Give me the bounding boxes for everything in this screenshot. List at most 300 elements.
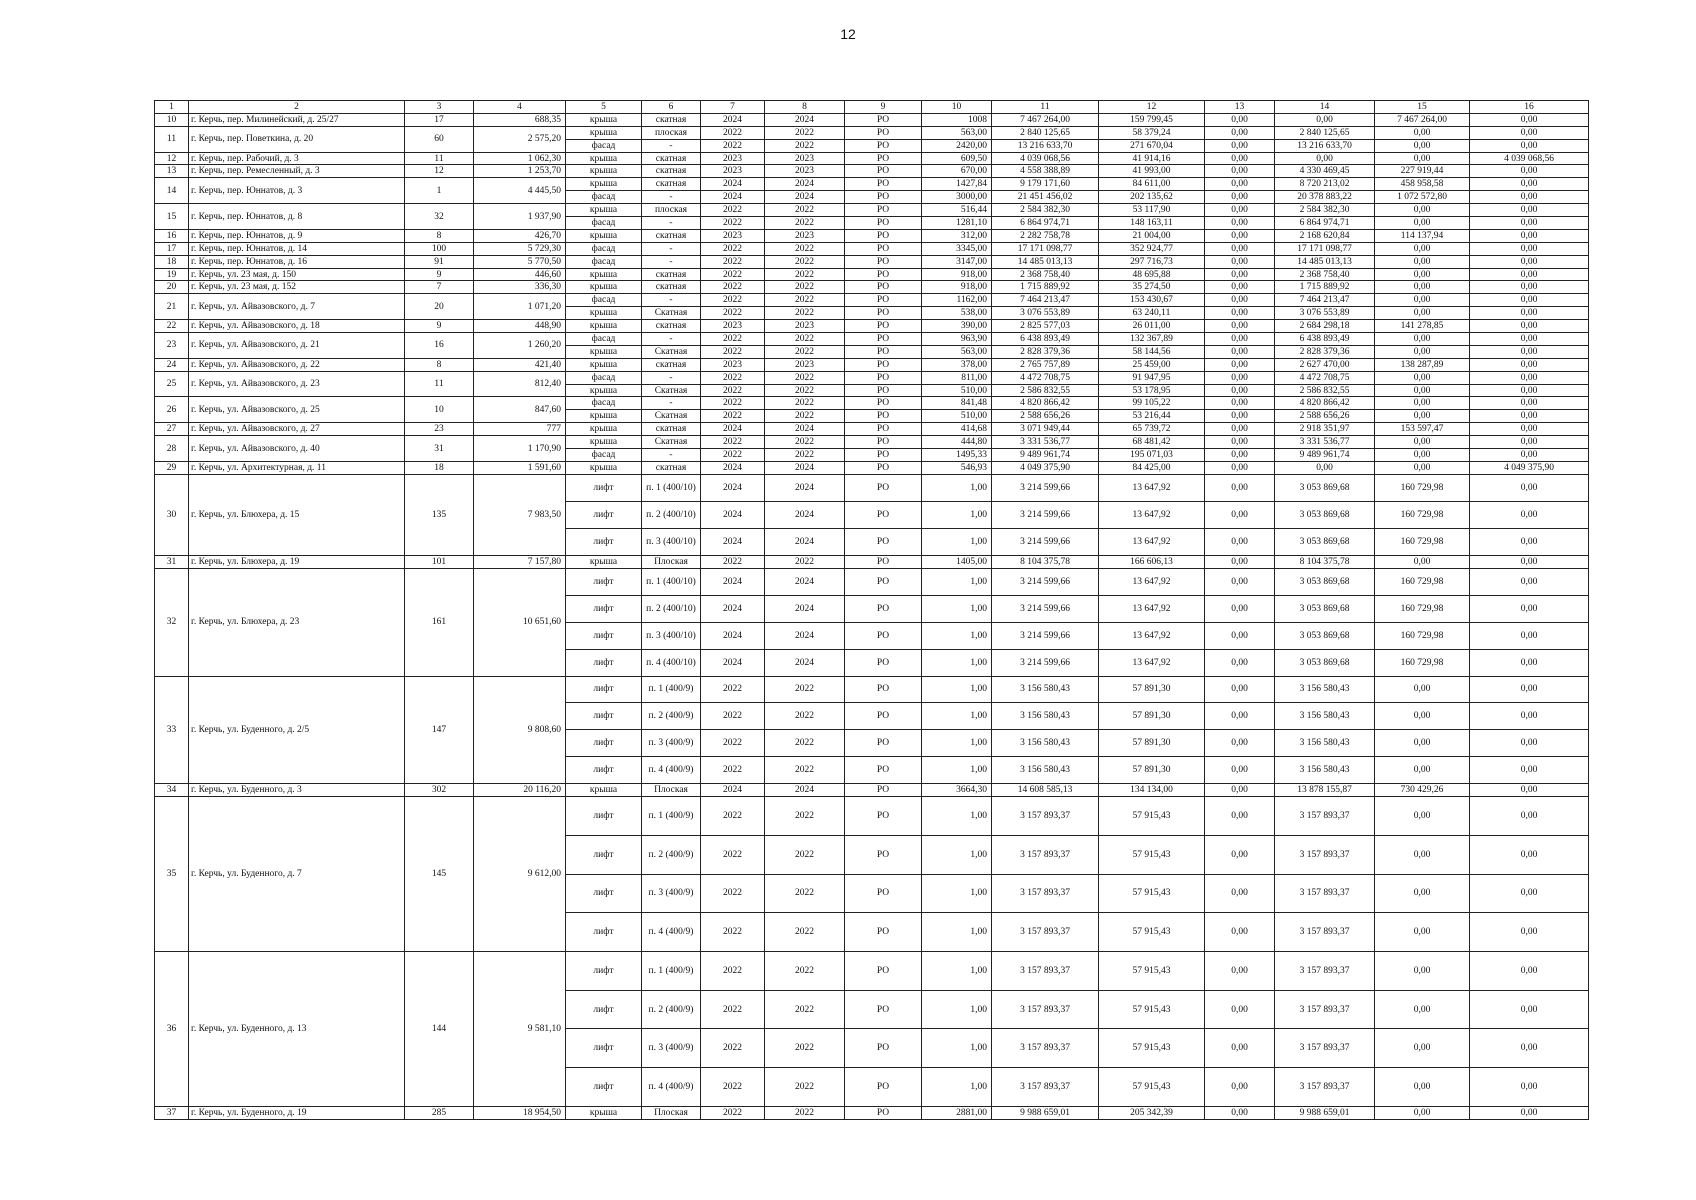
type-cell: п. 4 (400/9) [642,757,701,784]
element-cell: лифт [566,730,642,757]
col16-cell: 0,00 [1470,1068,1589,1107]
year-start-cell: 2022 [701,1029,765,1068]
total-cost-cell: 3 157 893,37 [992,797,1099,836]
volume-cell: 390,00 [922,320,992,333]
element-cell: крыша [566,281,642,294]
address-cell: г. Керчь, ул. Айвазовского, д. 25 [189,397,405,423]
col16-cell: 0,00 [1470,730,1589,757]
fund-cell: РО [845,320,922,333]
area-cell: 421,40 [474,358,566,371]
total-cost-cell: 8 104 375,78 [992,555,1099,568]
year-end-cell: 2022 [765,126,845,139]
row-number: 32 [155,568,189,676]
volume-cell: 670,00 [922,165,992,178]
type-cell: п. 2 (400/9) [642,835,701,874]
year-start-cell: 2022 [701,410,765,423]
element-cell: фасад [566,255,642,268]
volume-cell: 811,00 [922,371,992,384]
type-cell: п. 2 (400/9) [642,990,701,1029]
type-cell: п. 4 (400/9) [642,1068,701,1107]
col14-cell: 3 053 869,68 [1275,595,1375,622]
year-end-cell: 2022 [765,676,845,703]
year-end-cell: 2024 [765,423,845,436]
address-cell: г. Керчь, ул. Буденного, д. 3 [189,784,405,797]
volume-cell: 1,00 [922,568,992,595]
year-start-cell: 2022 [701,281,765,294]
col16-cell: 0,00 [1470,703,1589,730]
table-row [155,255,1589,268]
col15-cell: 0,00 [1375,255,1470,268]
col13-cell: 0,00 [1205,568,1275,595]
type-cell: Плоская [642,784,701,797]
col12-cell: 63 240,11 [1099,307,1205,320]
col13-cell: 0,00 [1205,449,1275,462]
fund-cell: РО [845,410,922,423]
table-row [155,152,1589,165]
area-cell: 448,90 [474,320,566,333]
total-cost-cell: 3 157 893,37 [992,1029,1099,1068]
col12-cell: 57 915,43 [1099,835,1205,874]
col13-cell: 0,00 [1205,1029,1275,1068]
table-row [155,371,1589,384]
col12-cell: 202 135,62 [1099,191,1205,204]
total-cost-cell: 4 558 388,89 [992,165,1099,178]
total-cost-cell: 3 214 599,66 [992,501,1099,528]
fund-cell: РО [845,1106,922,1119]
total-cost-cell: 13 216 633,70 [992,139,1099,152]
col15-cell: 227 919,44 [1375,165,1470,178]
apartments-cell: 20 [405,294,474,320]
year-start-cell: 2022 [701,255,765,268]
year-start-cell: 2024 [701,784,765,797]
col15-cell: 0,00 [1375,126,1470,139]
volume-cell: 1427,84 [922,178,992,191]
table-row [155,204,1589,217]
col15-cell: 0,00 [1375,835,1470,874]
col16-cell: 4 049 375,90 [1470,461,1589,474]
col12-cell: 41 914,16 [1099,152,1205,165]
col16-cell: 0,00 [1470,294,1589,307]
area-cell: 1 062,30 [474,152,566,165]
table-row [155,242,1589,255]
volume-cell: 1,00 [922,703,992,730]
col12-cell: 65 739,72 [1099,423,1205,436]
address-cell: г. Керчь, ул. Айвазовского, д. 7 [189,294,405,320]
type-cell: п. 3 (400/9) [642,1029,701,1068]
col16-cell: 0,00 [1470,268,1589,281]
volume-cell: 1,00 [922,622,992,649]
total-cost-cell: 2 282 758,78 [992,229,1099,242]
col16-cell: 0,00 [1470,1106,1589,1119]
total-cost-cell: 3 214 599,66 [992,595,1099,622]
year-end-cell: 2024 [765,461,845,474]
row-number: 34 [155,784,189,797]
total-cost-cell: 3 157 893,37 [992,874,1099,913]
element-cell: лифт [566,874,642,913]
col15-cell: 114 137,94 [1375,229,1470,242]
year-end-cell: 2022 [765,1068,845,1107]
col16-cell: 0,00 [1470,165,1589,178]
year-end-cell: 2022 [765,555,845,568]
col13-cell: 0,00 [1205,152,1275,165]
type-cell: п. 1 (400/9) [642,676,701,703]
col12-cell: 57 915,43 [1099,952,1205,991]
col16-cell: 0,00 [1470,242,1589,255]
year-start-cell: 2022 [701,874,765,913]
row-number: 28 [155,436,189,462]
year-start-cell: 2022 [701,676,765,703]
column-header: 5 [566,101,642,114]
year-end-cell: 2024 [765,191,845,204]
element-cell: лифт [566,1029,642,1068]
col16-cell: 0,00 [1470,397,1589,410]
address-cell: г. Керчь, ул. Айвазовского, д. 23 [189,371,405,397]
col14-cell: 2 586 832,55 [1275,384,1375,397]
year-end-cell: 2022 [765,703,845,730]
address-cell: г. Керчь, ул. Айвазовского, д. 18 [189,320,405,333]
total-cost-cell: 3 156 580,43 [992,703,1099,730]
volume-cell: 609,50 [922,152,992,165]
type-cell: п. 1 (400/10) [642,568,701,595]
column-header: 9 [845,101,922,114]
type-cell: Скатная [642,384,701,397]
element-cell: крыша [566,307,642,320]
year-end-cell: 2024 [765,178,845,191]
table-row [155,1106,1589,1119]
col14-cell: 2 684 298,18 [1275,320,1375,333]
col12-cell: 57 891,30 [1099,757,1205,784]
year-end-cell: 2024 [765,568,845,595]
col13-cell: 0,00 [1205,294,1275,307]
col13-cell: 0,00 [1205,649,1275,676]
year-end-cell: 2022 [765,204,845,217]
type-cell: - [642,139,701,152]
year-start-cell: 2022 [701,307,765,320]
col16-cell: 0,00 [1470,436,1589,449]
apartments-cell: 135 [405,474,474,555]
element-cell: лифт [566,913,642,952]
element-cell: лифт [566,757,642,784]
col13-cell: 0,00 [1205,113,1275,126]
year-start-cell: 2022 [701,797,765,836]
type-cell: п. 2 (400/10) [642,595,701,622]
fund-cell: РО [845,358,922,371]
col14-cell: 3 156 580,43 [1275,757,1375,784]
fund-cell: РО [845,191,922,204]
area-cell: 1 071,20 [474,294,566,320]
col14-cell: 17 171 098,77 [1275,242,1375,255]
element-cell: лифт [566,595,642,622]
element-cell: крыша [566,126,642,139]
col15-cell: 0,00 [1375,204,1470,217]
col15-cell: 0,00 [1375,703,1470,730]
element-cell: крыша [566,436,642,449]
type-cell: п. 1 (400/9) [642,952,701,991]
col15-cell: 7 467 264,00 [1375,113,1470,126]
year-start-cell: 2022 [701,703,765,730]
year-start-cell: 2022 [701,345,765,358]
col13-cell: 0,00 [1205,217,1275,230]
volume-cell: 516,44 [922,204,992,217]
area-cell: 7 157,80 [474,555,566,568]
col15-cell: 0,00 [1375,449,1470,462]
total-cost-cell: 7 464 213,47 [992,294,1099,307]
element-cell: фасад [566,139,642,152]
element-cell: крыша [566,229,642,242]
total-cost-cell: 3 214 599,66 [992,528,1099,555]
fund-cell: РО [845,152,922,165]
capital-repair-table [154,100,1589,1120]
col12-cell: 159 799,45 [1099,113,1205,126]
fund-cell: РО [845,371,922,384]
col12-cell: 148 163,11 [1099,217,1205,230]
col14-cell: 2 828 379,36 [1275,345,1375,358]
table-row [155,397,1589,410]
element-cell: фасад [566,191,642,204]
fund-cell: РО [845,423,922,436]
col14-cell: 7 464 213,47 [1275,294,1375,307]
fund-cell: РО [845,229,922,242]
col15-cell: 0,00 [1375,797,1470,836]
year-start-cell: 2024 [701,474,765,501]
year-start-cell: 2022 [701,952,765,991]
year-start-cell: 2022 [701,126,765,139]
volume-cell: 1,00 [922,528,992,555]
col13-cell: 0,00 [1205,622,1275,649]
col13-cell: 0,00 [1205,703,1275,730]
row-number: 29 [155,461,189,474]
col13-cell: 0,00 [1205,501,1275,528]
total-cost-cell: 3 214 599,66 [992,622,1099,649]
row-number: 31 [155,555,189,568]
year-end-cell: 2024 [765,528,845,555]
col16-cell: 0,00 [1470,204,1589,217]
column-header: 7 [701,101,765,114]
table-row [155,676,1589,703]
total-cost-cell: 4 039 068,56 [992,152,1099,165]
table-row [155,358,1589,371]
element-cell: фасад [566,294,642,307]
element-cell: лифт [566,501,642,528]
year-start-cell: 2022 [701,204,765,217]
fund-cell: РО [845,595,922,622]
col12-cell: 57 891,30 [1099,676,1205,703]
col15-cell: 160 729,98 [1375,501,1470,528]
year-end-cell: 2022 [765,242,845,255]
table-row [155,126,1589,139]
col14-cell: 3 156 580,43 [1275,676,1375,703]
year-start-cell: 2022 [701,371,765,384]
year-start-cell: 2022 [701,449,765,462]
total-cost-cell: 3 157 893,37 [992,952,1099,991]
col16-cell: 0,00 [1470,320,1589,333]
col13-cell: 0,00 [1205,410,1275,423]
volume-cell: 3345,00 [922,242,992,255]
area-cell: 2 575,20 [474,126,566,152]
col12-cell: 68 481,42 [1099,436,1205,449]
col15-cell: 1 072 572,80 [1375,191,1470,204]
year-start-cell: 2022 [701,333,765,346]
column-header: 10 [922,101,992,114]
year-start-cell: 2024 [701,649,765,676]
col12-cell: 13 647,92 [1099,528,1205,555]
year-start-cell: 2022 [701,555,765,568]
apartments-cell: 10 [405,397,474,423]
year-end-cell: 2022 [765,757,845,784]
col15-cell: 0,00 [1375,913,1470,952]
total-cost-cell: 21 451 456,02 [992,191,1099,204]
column-header: 8 [765,101,845,114]
volume-cell: 1,00 [922,913,992,952]
volume-cell: 444,80 [922,436,992,449]
volume-cell: 510,00 [922,410,992,423]
year-end-cell: 2023 [765,165,845,178]
volume-cell: 963,90 [922,333,992,346]
address-cell: г. Керчь, ул. 23 мая, д. 150 [189,268,405,281]
total-cost-cell: 2 825 577,03 [992,320,1099,333]
area-cell: 9 581,10 [474,952,566,1107]
row-number: 21 [155,294,189,320]
col14-cell: 4 472 708,75 [1275,371,1375,384]
col13-cell: 0,00 [1205,307,1275,320]
element-cell: лифт [566,797,642,836]
col15-cell: 0,00 [1375,139,1470,152]
col15-cell: 160 729,98 [1375,474,1470,501]
col16-cell: 0,00 [1470,622,1589,649]
fund-cell: РО [845,204,922,217]
column-header: 16 [1470,101,1589,114]
total-cost-cell: 9 179 171,60 [992,178,1099,191]
table-row [155,461,1589,474]
apartments-cell: 11 [405,152,474,165]
table-row [155,555,1589,568]
area-cell: 18 954,50 [474,1106,566,1119]
type-cell: - [642,294,701,307]
apartments-cell: 31 [405,436,474,462]
type-cell: - [642,333,701,346]
col12-cell: 166 606,13 [1099,555,1205,568]
year-end-cell: 2023 [765,358,845,371]
type-cell: - [642,397,701,410]
apartments-cell: 17 [405,113,474,126]
fund-cell: РО [845,703,922,730]
total-cost-cell: 3 076 553,89 [992,307,1099,320]
element-cell: фасад [566,333,642,346]
apartments-cell: 8 [405,229,474,242]
element-cell: лифт [566,528,642,555]
type-cell: п. 3 (400/10) [642,622,701,649]
apartments-cell: 145 [405,797,474,952]
volume-cell: 1281,10 [922,217,992,230]
col13-cell: 0,00 [1205,874,1275,913]
row-number: 15 [155,204,189,230]
fund-cell: РО [845,307,922,320]
volume-cell: 3664,30 [922,784,992,797]
apartments-cell: 9 [405,268,474,281]
year-start-cell: 2022 [701,217,765,230]
fund-cell: РО [845,333,922,346]
element-cell: фасад [566,449,642,462]
year-start-cell: 2022 [701,835,765,874]
total-cost-cell: 2 765 757,89 [992,358,1099,371]
row-number: 24 [155,358,189,371]
col14-cell: 4 820 866,42 [1275,397,1375,410]
col12-cell: 57 891,30 [1099,730,1205,757]
type-cell: п. 4 (400/10) [642,649,701,676]
col14-cell: 2 368 758,40 [1275,268,1375,281]
table-row [155,320,1589,333]
page-number: 12 [840,26,856,42]
col16-cell: 0,00 [1470,371,1589,384]
col15-cell: 0,00 [1375,371,1470,384]
address-cell: г. Керчь, ул. 23 мая, д. 152 [189,281,405,294]
element-cell: крыша [566,152,642,165]
year-end-cell: 2023 [765,152,845,165]
col14-cell: 13 878 155,87 [1275,784,1375,797]
col14-cell: 20 378 883,22 [1275,191,1375,204]
type-cell: скатная [642,358,701,371]
total-cost-cell: 3 071 949,44 [992,423,1099,436]
element-cell: лифт [566,568,642,595]
area-cell: 1 937,90 [474,204,566,230]
fund-cell: РО [845,217,922,230]
col13-cell: 0,00 [1205,229,1275,242]
fund-cell: РО [845,294,922,307]
col15-cell: 0,00 [1375,242,1470,255]
col14-cell: 3 053 869,68 [1275,528,1375,555]
col13-cell: 0,00 [1205,555,1275,568]
apartments-cell: 100 [405,242,474,255]
col15-cell: 0,00 [1375,730,1470,757]
col12-cell: 13 647,92 [1099,501,1205,528]
year-end-cell: 2022 [765,874,845,913]
year-end-cell: 2023 [765,320,845,333]
col13-cell: 0,00 [1205,165,1275,178]
col16-cell: 0,00 [1470,307,1589,320]
table-row [155,436,1589,449]
type-cell: - [642,255,701,268]
table-row [155,178,1589,191]
apartments-cell: 147 [405,676,474,784]
col13-cell: 0,00 [1205,784,1275,797]
address-cell: г. Керчь, пер. Ремесленный, д. 3 [189,165,405,178]
col12-cell: 13 647,92 [1099,595,1205,622]
apartments-cell: 144 [405,952,474,1107]
year-end-cell: 2022 [765,139,845,152]
address-cell: г. Керчь, ул. Блюхера, д. 19 [189,555,405,568]
address-cell: г. Керчь, пер. Поветкина, д. 20 [189,126,405,152]
col13-cell: 0,00 [1205,320,1275,333]
type-cell: п. 2 (400/10) [642,501,701,528]
column-header: 14 [1275,101,1375,114]
apartments-cell: 23 [405,423,474,436]
col16-cell: 0,00 [1470,555,1589,568]
year-end-cell: 2022 [765,268,845,281]
col14-cell: 9 988 659,01 [1275,1106,1375,1119]
col14-cell: 3 157 893,37 [1275,990,1375,1029]
col15-cell: 0,00 [1375,307,1470,320]
year-end-cell: 2024 [765,595,845,622]
area-cell: 1 253,70 [474,165,566,178]
element-cell: крыша [566,165,642,178]
table-row [155,229,1589,242]
col15-cell: 141 278,85 [1375,320,1470,333]
year-start-cell: 2024 [701,568,765,595]
total-cost-cell: 3 157 893,37 [992,990,1099,1029]
col16-cell: 0,00 [1470,501,1589,528]
volume-cell: 546,93 [922,461,992,474]
col14-cell: 2 840 125,65 [1275,126,1375,139]
